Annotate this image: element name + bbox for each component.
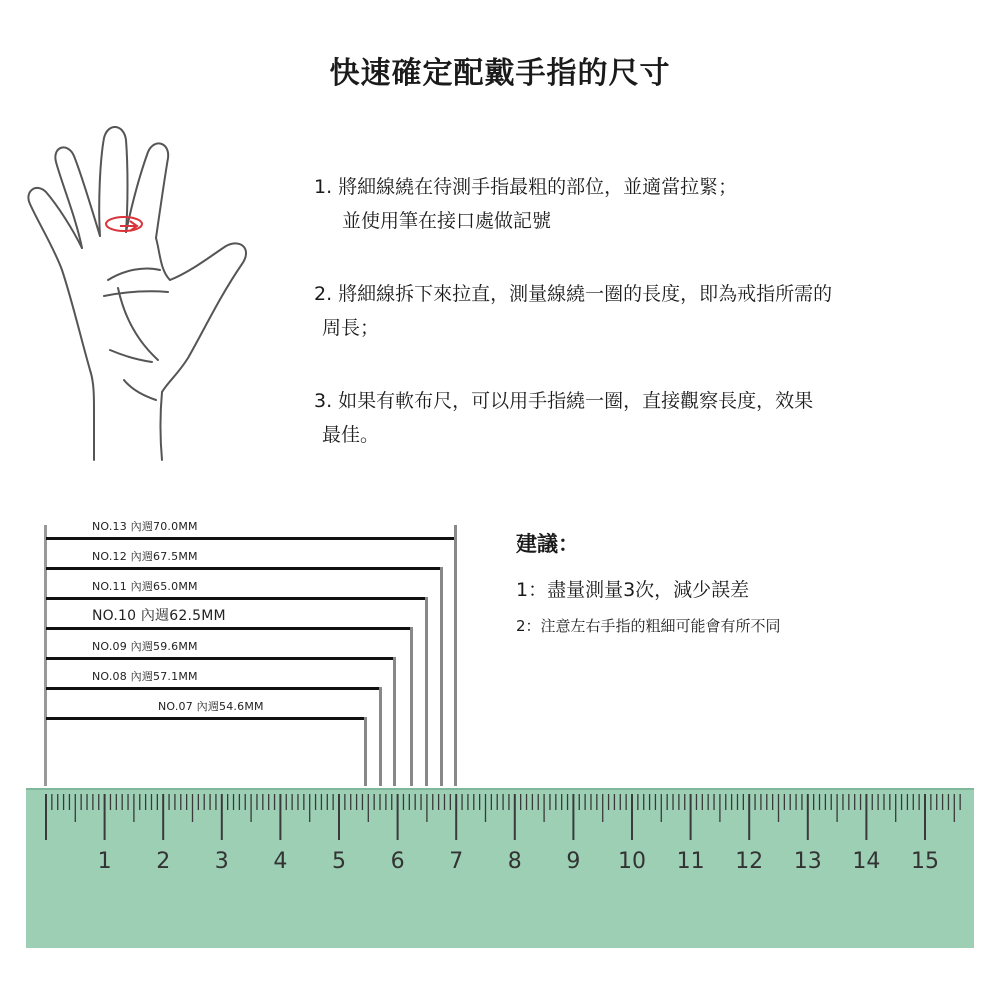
- ruler-label: 13: [793, 849, 822, 874]
- size-chart-left-edge: [44, 525, 47, 786]
- size-drop-line: [410, 627, 413, 786]
- instruction-line: 3. 如果有軟布尺，可以用手指繞一圈，直接觀察長度，效果: [314, 390, 814, 412]
- advice-title: 建議：: [516, 532, 579, 556]
- size-drop-line: [393, 657, 396, 786]
- ruler-label: 3: [214, 849, 229, 874]
- size-line: [46, 687, 381, 690]
- instruction-line: 最佳。: [322, 424, 380, 446]
- size-drop-line: [364, 717, 367, 786]
- size-drop-line: [379, 687, 382, 786]
- ruler: [26, 788, 974, 948]
- size-line: [46, 627, 412, 630]
- ruler-label: 7: [449, 849, 464, 874]
- instruction-line: 1. 將細線繞在待測手指最粗的部位，並適當拉緊；: [314, 176, 738, 198]
- size-label: NO.07 內週54.6MM: [158, 700, 264, 713]
- size-label: NO.13 內週70.0MM: [92, 520, 198, 533]
- advice-item: 2：注意左右手指的粗細可能會有所不同: [516, 617, 781, 635]
- size-label: NO.11 內週65.0MM: [92, 580, 198, 593]
- ruler-label: 10: [618, 849, 646, 874]
- size-label: NO.10 內週62.5MM: [92, 608, 226, 624]
- instruction-line: 周長；: [322, 317, 380, 339]
- size-label: NO.09 內週59.6MM: [92, 640, 198, 653]
- ruler-label: 12: [735, 849, 764, 874]
- size-drop-line: [454, 525, 457, 786]
- size-label: NO.12 內週67.5MM: [92, 550, 198, 563]
- size-line: [46, 717, 366, 720]
- page-title: 快速確定配戴手指的尺寸: [329, 56, 671, 91]
- size-drop-line: [440, 567, 443, 786]
- size-line: [46, 567, 442, 570]
- size-line: [46, 597, 427, 600]
- ruler-label: 2: [156, 849, 171, 874]
- size-line: [46, 537, 456, 540]
- size-label: NO.08 內週57.1MM: [92, 670, 198, 683]
- ruler-label: 5: [332, 849, 346, 874]
- ruler-label: 1: [97, 849, 112, 874]
- ruler-label: 8: [507, 849, 522, 874]
- ruler-label: 9: [566, 849, 581, 874]
- instruction-line: 並使用筆在接口處做記號: [342, 210, 552, 232]
- size-line: [46, 657, 395, 660]
- size-drop-line: [425, 597, 428, 786]
- ruler-label: 14: [852, 849, 881, 874]
- ruler-label: 6: [390, 849, 405, 874]
- ruler-label: 4: [273, 849, 288, 874]
- ruler-label: 11: [676, 849, 705, 874]
- advice-box: [516, 528, 781, 644]
- advice-item: 1：盡量測量3次，減少誤差: [516, 579, 750, 601]
- ruler-label: 15: [911, 849, 939, 874]
- instruction-line: 2. 將細線拆下來拉直，測量線繞一圈的長度，即為戒指所需的: [314, 283, 833, 305]
